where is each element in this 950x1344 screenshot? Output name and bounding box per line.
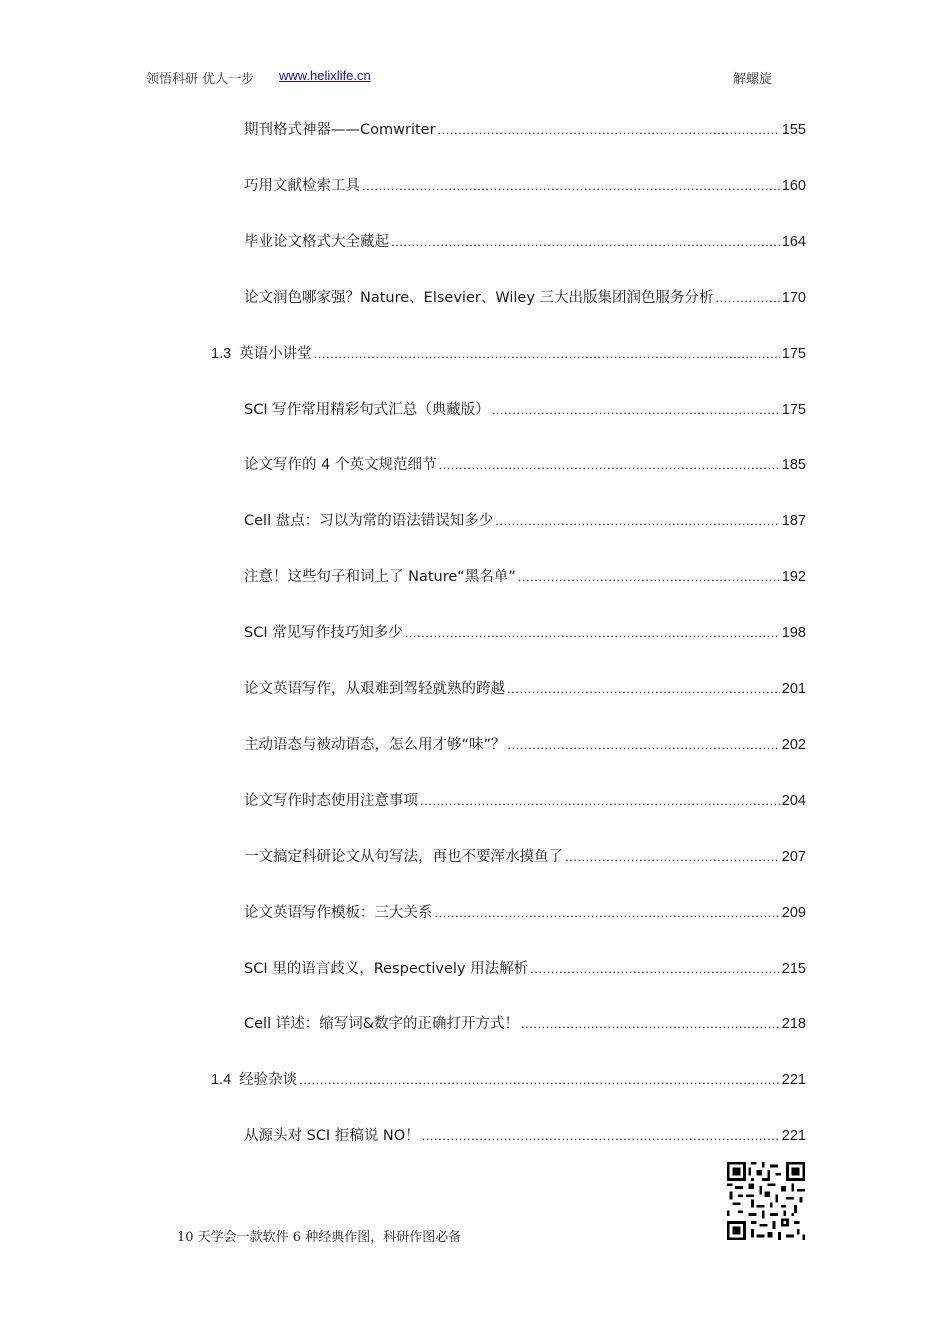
- page-header: [146, 68, 772, 88]
- toc-entry[interactable]: [244, 733, 806, 757]
- toc-dot-leader: [507, 677, 780, 701]
- toc-section-number: 1.4: [211, 1072, 232, 1089]
- toc-page-number: 209: [781, 904, 806, 921]
- toc-entry-title: 期刊格式神器——Comwriter: [244, 122, 436, 138]
- toc-entry[interactable]: [244, 509, 806, 533]
- toc-entry[interactable]: [244, 174, 806, 198]
- toc-page-number: 175: [781, 401, 806, 418]
- qr-code-icon[interactable]: [727, 1162, 805, 1240]
- toc-page-number: 218: [781, 1016, 806, 1033]
- toc-entry-title: 注意！这些句子和词上了 Nature“黑名单”: [244, 569, 516, 586]
- toc-entry-title: SCI 常见写作技巧知多少: [244, 625, 403, 642]
- toc-section-number: 1.3: [211, 345, 232, 362]
- toc-page-number: 155: [781, 122, 806, 138]
- toc-entry[interactable]: [244, 1012, 806, 1036]
- toc-entry-title: 一文搞定科研论文从句写法，再也不要浑水摸鱼了: [244, 848, 563, 865]
- toc-dot-leader: [362, 174, 780, 198]
- toc-dot-leader: [405, 621, 780, 645]
- toc-dot-leader: [314, 342, 780, 366]
- toc-entry-title: 论文写作时态使用注意事项: [244, 792, 418, 809]
- toc-page-number: 164: [781, 233, 806, 250]
- footer-promo-text: 10 天学会一款软件 6 种经典作图，科研作图必备: [177, 1230, 462, 1245]
- toc-entry[interactable]: [244, 1124, 806, 1148]
- toc-entry-title: 论文英语写作，从艰难到驾轻就熟的跨越: [244, 681, 505, 697]
- header-site-link[interactable]: www.helixlife.cn: [279, 68, 371, 83]
- toc-dot-leader: [716, 286, 780, 310]
- toc-dot-leader: [508, 733, 780, 757]
- toc-entry-title: 英语小讲堂: [239, 345, 312, 362]
- toc-entry[interactable]: [244, 901, 806, 925]
- toc-page-number: 198: [781, 625, 806, 642]
- toc-entry-title: 论文写作的 4 个英文规范细节: [244, 457, 437, 474]
- toc-dot-leader: [438, 453, 779, 477]
- toc-entry[interactable]: [244, 286, 806, 310]
- header-brand: 领悟科研 优人一步: [146, 72, 255, 87]
- toc-section-entry[interactable]: [211, 1068, 806, 1092]
- toc-page-number: 175: [781, 345, 806, 362]
- toc-entry[interactable]: [244, 957, 806, 981]
- toc-entry-title: 论文润色哪家强？Nature、Elsevier、Wiley 三大出版集团润色服务分析: [244, 289, 714, 306]
- toc-entry-title: 论文英语写作模板：三大关系: [244, 904, 433, 921]
- toc-entry[interactable]: [244, 789, 806, 813]
- toc-entry[interactable]: [244, 565, 806, 589]
- toc-page-number: 201: [781, 681, 806, 697]
- toc-entry-title: 巧用文献检索工具: [244, 177, 360, 194]
- toc-page-number: 215: [781, 960, 806, 977]
- toc-dot-leader: [492, 398, 780, 422]
- toc-entry-title: Cell 盘点：习以为常的语法错误知多少: [244, 513, 494, 530]
- header-right-title: 解螺旋: [732, 72, 772, 87]
- toc-page-number: 185: [781, 457, 806, 474]
- toc-entry-title: 经验杂谈: [239, 1072, 298, 1089]
- toc-entry[interactable]: [244, 118, 806, 142]
- toc-entry-title: Cell 详述：缩写词&数字的正确打开方式！: [244, 1016, 520, 1033]
- toc-entry-title: 毕业论文格式大全藏起: [244, 233, 389, 250]
- toc-dot-leader: [435, 901, 780, 925]
- toc-entry[interactable]: [244, 677, 806, 701]
- toc-page-number: 221: [781, 1072, 806, 1089]
- toc-dot-leader: [299, 1068, 780, 1092]
- toc-dot-leader: [420, 789, 780, 813]
- toc-page-number: 202: [781, 736, 806, 753]
- toc-entry[interactable]: [244, 398, 806, 422]
- toc-page-number: 192: [781, 569, 806, 586]
- toc-page-number: 187: [781, 513, 806, 530]
- toc-dot-leader: [565, 845, 780, 869]
- toc-entry[interactable]: [244, 621, 806, 645]
- toc-entry[interactable]: [244, 230, 806, 254]
- toc-dot-leader: [438, 118, 780, 142]
- toc-entry-title: SCI 里的语言歧义，Respectively 用法解析: [244, 960, 529, 977]
- toc-page-number: 204: [781, 792, 806, 809]
- toc-entry-title: 主动语态与被动语态，怎么用才够“味”？: [244, 736, 506, 753]
- toc-page-number: 160: [781, 177, 806, 194]
- toc-entry[interactable]: [244, 453, 806, 477]
- toc-dot-leader: [422, 1124, 780, 1148]
- toc-dot-leader: [391, 230, 780, 254]
- toc-entry-title: SCI 写作常用精彩句式汇总（典藏版）: [244, 401, 490, 418]
- toc-dot-leader: [495, 509, 780, 533]
- toc-page-number: 207: [781, 848, 806, 865]
- toc-section-entry[interactable]: [211, 342, 806, 366]
- toc-page-number: 170: [781, 289, 806, 306]
- toc-entry-title: 从源头对 SCI 拒稿说 NO！: [244, 1128, 420, 1145]
- toc-entry[interactable]: [244, 845, 806, 869]
- toc-dot-leader: [521, 1012, 780, 1036]
- toc-dot-leader: [530, 957, 780, 981]
- toc-page-number: 221: [781, 1128, 806, 1145]
- toc-dot-leader: [518, 565, 780, 589]
